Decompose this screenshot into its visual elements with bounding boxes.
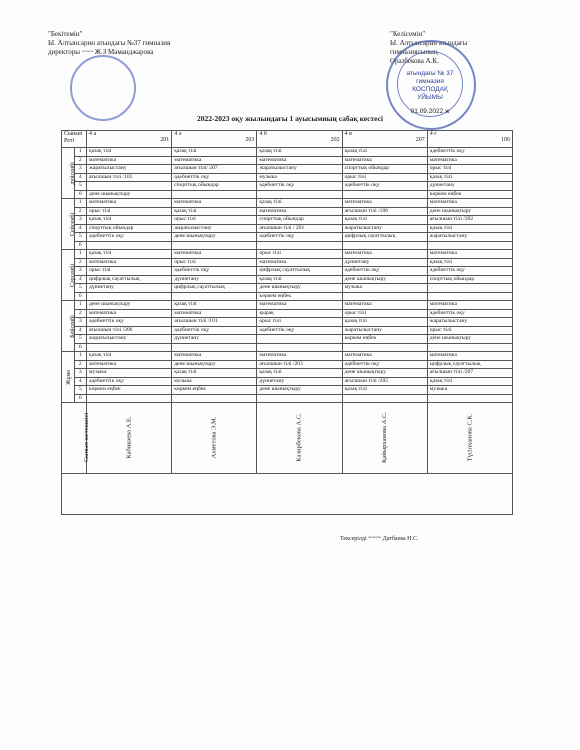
approval-line2: Ы. Алтынсарин атындағы №37 гимназия [48,39,171,47]
teacher-label-text: Сынып жетекшісі [83,412,91,463]
lesson-number: 1 [74,301,87,310]
corner-label: Сынып Реті [62,131,87,148]
lesson-cell: әдебиеттік оқу [342,267,427,276]
teacher-name-text: Кабикаева А.Е. [125,416,133,459]
lesson-cell [87,394,172,403]
lesson-cell: математика [427,199,512,208]
lesson-cell: ағылшын тілі /207 [427,369,512,378]
approval-line3: директоры [48,48,80,56]
checked-name: Датбаева Н.С. [382,536,419,542]
lesson-cell: дүниетану [427,182,512,191]
lesson-cell [257,335,342,344]
lesson-cell: қазақ тілі [172,148,257,157]
lesson-cell: спорттық ойындар [427,275,512,284]
lesson-number: 1 [74,250,87,259]
lesson-cell: математика [342,301,427,310]
lesson-number: 2 [74,309,87,318]
lesson-cell [427,241,512,250]
lesson-cell: дене шынықтыру [342,369,427,378]
lesson-number: 6 [74,292,87,301]
lesson-cell: математика [87,156,172,165]
lesson-cell: спорттық ойындар [172,182,257,191]
lesson-number: 1 [74,199,87,208]
lesson-cell: математика [342,199,427,208]
lesson-cell: қазақ тілі [87,148,172,157]
lesson-cell: математика [87,258,172,267]
lesson-cell: музыка [257,173,342,182]
lesson-number: 1 [74,148,87,157]
lesson-cell: қазақ тілі [172,301,257,310]
lesson-cell: әдебиеттік оқу [257,182,342,191]
agreement-line2: Ы. Алтынсарин атындағы [390,39,468,47]
agreement-line3: гимназиясының [390,48,438,56]
lesson-cell: спорттық ойындар [87,224,172,233]
teacher-row [62,403,513,474]
lesson-cell: орыс тілі [257,318,342,327]
lesson-number: 3 [74,369,87,378]
lesson-cell: математика [257,301,342,310]
lesson-cell: көркем еңбек [87,386,172,395]
lesson-cell: цифрлық сауаттылық [427,360,512,369]
lesson-cell [427,394,512,403]
lesson-cell: цифрлық сауаттылық [87,275,172,284]
class-header [87,131,172,148]
lesson-cell: орыс тілі [172,216,257,225]
lesson-number: 2 [74,360,87,369]
lesson-cell [257,394,342,403]
agreement-line1: "Келісемін" [390,30,426,38]
lesson-cell: дүниетану [257,377,342,386]
class-name: 4 г [429,131,437,137]
class-header [172,131,257,148]
approval-block [48,30,238,57]
lesson-cell: математика [87,309,172,318]
lesson-cell: математика [257,258,342,267]
lesson-cell: қазақ тілі [342,216,427,225]
table-row [62,343,513,352]
table-row [62,207,513,216]
lesson-cell: қырақ [257,309,342,318]
lesson-cell: қазақ тілі [427,258,512,267]
checked-by [340,533,419,542]
class-room: 203 [245,137,255,143]
teacher-name [87,403,172,474]
table-row [62,360,513,369]
lesson-cell [342,190,427,199]
lesson-cell [427,292,512,301]
day-name: Бейсенбі [69,314,76,338]
class-room: 201 [160,137,170,143]
table-row [62,173,513,182]
lesson-cell: ағылшын тілі /205 [342,377,427,386]
lesson-cell: әдебиеттік оқу [172,267,257,276]
lesson-number: 2 [74,258,87,267]
page-title: 2022-2023 оқу жылындағы 1 ауысымның сабақ кестесі [197,114,383,123]
lesson-number: 2 [74,156,87,165]
lesson-cell: қазақ тілі [342,148,427,157]
day-label [62,301,75,352]
lesson-number: 3 [74,216,87,225]
day-name: дүйсенбі [69,161,76,185]
lesson-number: 6 [74,394,87,403]
lesson-cell: математика [172,250,257,259]
lesson-cell: спорттық ойындар [342,165,427,174]
lesson-cell: орыс тілі [257,250,342,259]
lesson-cell: математика [427,301,512,310]
lesson-cell: әдебиеттік оқу [427,309,512,318]
agreement-line4: Оразбекова А.К. [390,57,439,65]
lesson-cell [342,241,427,250]
lesson-cell: математика [172,309,257,318]
day-name: Сейсенбі [70,212,77,236]
lesson-cell: әдебиеттік оқу [87,377,172,386]
table-row [62,284,513,293]
table-row [62,258,513,267]
day-label [62,199,75,250]
lesson-cell [87,182,172,191]
lesson-cell: музыка [87,369,172,378]
lesson-cell [172,343,257,352]
lesson-number: 5 [74,386,87,395]
lesson-cell: музыка [172,377,257,386]
lesson-cell: қазақ тілі [87,250,172,259]
lesson-number: 6 [74,241,87,250]
lesson-cell: математика [427,250,512,259]
table-row [62,233,513,242]
lesson-cell: жаратылыстану [342,326,427,335]
lesson-cell: ағылшын тілі /101 [172,318,257,327]
lesson-cell: қазақ тілі [87,216,172,225]
schedule-table [61,130,513,515]
lesson-cell: математика [87,199,172,208]
class-room: 106 [501,137,510,143]
lesson-cell [427,284,512,293]
lesson-cell: дүниетану [87,284,172,293]
lesson-cell: әдебиеттік оқу [342,360,427,369]
lesson-number: 5 [74,233,87,242]
lesson-cell: математика [342,250,427,259]
class-room: 202 [330,137,340,143]
lesson-number: 3 [74,267,87,276]
lesson-cell: математика [257,207,342,216]
lesson-number: 4 [74,377,87,386]
lesson-cell: көркем еңбек [257,292,342,301]
lesson-cell: жаратылыстану [87,335,172,344]
class-name: 4 в [344,131,352,137]
lesson-cell: әдебиеттік оқу [172,173,257,182]
lesson-cell: қазақ тілі [427,377,512,386]
class-name: 4 ә [174,131,182,137]
lesson-number: 4 [74,326,87,335]
day-name: Сәрсенбі [70,263,76,287]
class-header [427,131,512,148]
lesson-number: 5 [74,335,87,344]
table-row [62,275,513,284]
lesson-cell: спорттық ойындар [257,216,342,225]
lesson-cell: цифрлық сауаттылық [342,233,427,242]
lesson-cell: қазақ тілі [87,352,172,361]
lesson-cell: орыс тілі [342,173,427,182]
lesson-cell: математика [172,199,257,208]
lesson-cell: ағылшын тілі / 201 [257,224,342,233]
lesson-cell: жаратылыстану [87,165,172,174]
lesson-cell [342,343,427,352]
lesson-cell: ағылшын тілі /106 [342,207,427,216]
lesson-cell: көркем еңбек [427,190,512,199]
lesson-cell: цифрлық сауаттылық [257,267,342,276]
lesson-cell: дене шынықтыру [257,386,342,395]
class-header [257,131,342,148]
lesson-cell: дене шынықтыру [87,190,172,199]
lesson-cell [87,241,172,250]
table-row [62,377,513,386]
lesson-cell: математика [257,352,342,361]
table-row [62,369,513,378]
table-row [62,292,513,301]
lesson-cell: дүниетану [172,335,257,344]
day-label [62,148,75,199]
lesson-cell [172,241,257,250]
lesson-cell: жаратылыстану [427,233,512,242]
blank-row [62,474,513,515]
table-row [62,386,513,395]
table-row [62,250,513,259]
lesson-cell [172,292,257,301]
lesson-cell: ағылшын тілі/ 207 [172,165,257,174]
day-label [62,250,75,301]
table-row [62,216,513,225]
lesson-cell: музыка [342,284,427,293]
lesson-cell: әдебиеттік оқу [342,182,427,191]
lesson-number: 6 [74,190,87,199]
teacher-name [172,403,257,474]
lesson-cell: цифрлық сауаттылық [172,284,257,293]
lesson-cell: математика [427,156,512,165]
table-row [62,335,513,344]
table-row [62,199,513,208]
lesson-cell: дене шынықтыру [427,207,512,216]
lesson-cell: математика [427,352,512,361]
table-row [62,182,513,191]
table-row [62,224,513,233]
lesson-cell: жаратылыстану [257,165,342,174]
table-row [62,190,513,199]
lesson-cell: математика [87,360,172,369]
teacher-name [427,403,512,474]
table-row [62,156,513,165]
lesson-cell [342,394,427,403]
teacher-name-text: Түсіпханова С.К. [466,413,474,462]
lesson-cell: жаратылыстану [342,224,427,233]
lesson-number: 3 [74,318,87,327]
table-row [62,301,513,310]
lesson-cell [427,343,512,352]
lesson-cell: орыс тілі [87,207,172,216]
stamp-text: атындағы № 37 гимназия КОСПОДАҚ УЙЫМЫ [406,70,454,101]
class-room: 207 [415,137,425,143]
lesson-cell: әдебиеттік оқу [427,148,512,157]
lesson-cell: әдебиеттік оқу [257,326,342,335]
day-name: Жұма [65,369,72,385]
checked-signature: ~~~ [368,533,382,542]
lesson-cell: көркем еңбек [342,335,427,344]
lesson-number: 4 [74,224,87,233]
lesson-cell: математика [172,156,257,165]
lesson-cell: әдебиеттік оқу [87,318,172,327]
table-row [62,318,513,327]
lesson-cell: дене шынықтыру [172,360,257,369]
lesson-cell: орыс тілі [342,309,427,318]
lesson-number: 5 [74,284,87,293]
lesson-number: 5 [74,182,87,191]
lesson-cell: қазақ тілі [342,386,427,395]
lesson-cell: дене шынықтыру [172,233,257,242]
table-row [62,267,513,276]
lesson-cell: әдебиеттік оқу [427,267,512,276]
table-row [62,165,513,174]
lesson-number: 4 [74,275,87,284]
lesson-cell: математика [342,156,427,165]
teacher-name [257,403,342,474]
teacher-label [62,403,91,474]
teacher-name-text: Ахметова Э.М. [210,416,218,459]
lesson-cell: ағылшын тілі /101 [87,173,172,182]
lesson-cell: қазақ тілі [257,148,342,157]
lesson-cell [257,190,342,199]
lesson-cell: математика [172,352,257,361]
teacher-name [342,403,427,474]
lesson-cell: қазақ тілі [257,199,342,208]
lesson-cell: математика [257,156,342,165]
class-header [342,131,427,148]
lesson-number: 3 [74,165,87,174]
lesson-cell [342,292,427,301]
table-row [62,241,513,250]
table-header-row [62,131,513,148]
lesson-cell: қазақ тілі [257,275,342,284]
blank-cell [62,474,513,515]
lesson-cell: жаратылыстану [427,318,512,327]
lesson-cell: дүниетану [172,275,257,284]
lesson-cell [87,343,172,352]
day-label [62,352,75,403]
stamp-date: 01.09.2022 ж [410,108,450,115]
teacher-name-text: Қайырханова А.С. [381,412,389,463]
class-name: 4 б [259,131,267,137]
lesson-cell: ағылшын тілі /206 [87,326,172,335]
lesson-cell: әдебиеттік оқу [257,233,342,242]
lesson-cell: орыс тілі [87,267,172,276]
lesson-number: 2 [74,207,87,216]
lesson-cell [257,241,342,250]
lesson-cell [172,394,257,403]
table-row [62,326,513,335]
lesson-cell: дүниетану [342,258,427,267]
lesson-cell: қазақ тілі [427,224,512,233]
lesson-cell: дене шынықтыру [257,284,342,293]
lesson-cell: орыс тілі [427,165,512,174]
lesson-cell: қазақ тілі [342,318,427,327]
approval-line1: "Бекітемін" [48,30,83,38]
lesson-cell: қазақ тілі [257,369,342,378]
emblem-seal-icon [70,55,136,121]
lesson-cell: дене шынықтыру [342,275,427,284]
approval-line4: Ж.З Маманджарова [94,48,154,56]
lesson-cell: қазақ тілі [427,173,512,182]
lesson-cell: қазақ тілі [172,207,257,216]
lesson-cell: орыс тілі [427,326,512,335]
lesson-cell: дене шынықтыру [427,335,512,344]
class-name: 4 а [89,131,97,137]
table-row [62,148,513,157]
lesson-cell: ағылшын тілі /203 [257,360,342,369]
teacher-name-text: Казирбекова А.С. [295,413,303,462]
lesson-cell [172,190,257,199]
table-row [62,309,513,318]
lesson-cell: орыс тілі [172,258,257,267]
lesson-cell: математика [342,352,427,361]
table-row [62,352,513,361]
lesson-cell: әдебиеттік оқу [87,233,172,242]
lesson-cell [87,292,172,301]
lesson-cell: қазақ тілі [172,369,257,378]
lesson-number: 1 [74,352,87,361]
lesson-cell [257,343,342,352]
lesson-cell: дене шынықтыру [87,301,172,310]
approval-signature: ~~~ [81,48,94,56]
lesson-cell: жаратылыстану [172,224,257,233]
checked-label: Тексерілді [340,536,367,542]
lesson-cell: ағылшын тілі /202 [427,216,512,225]
lesson-cell: әдебиеттік оқу [172,326,257,335]
lesson-number: 4 [74,173,87,182]
lesson-cell: көркем еңбек [172,386,257,395]
lesson-number: 6 [74,343,87,352]
table-row [62,394,513,403]
lesson-cell: музыка [427,386,512,395]
